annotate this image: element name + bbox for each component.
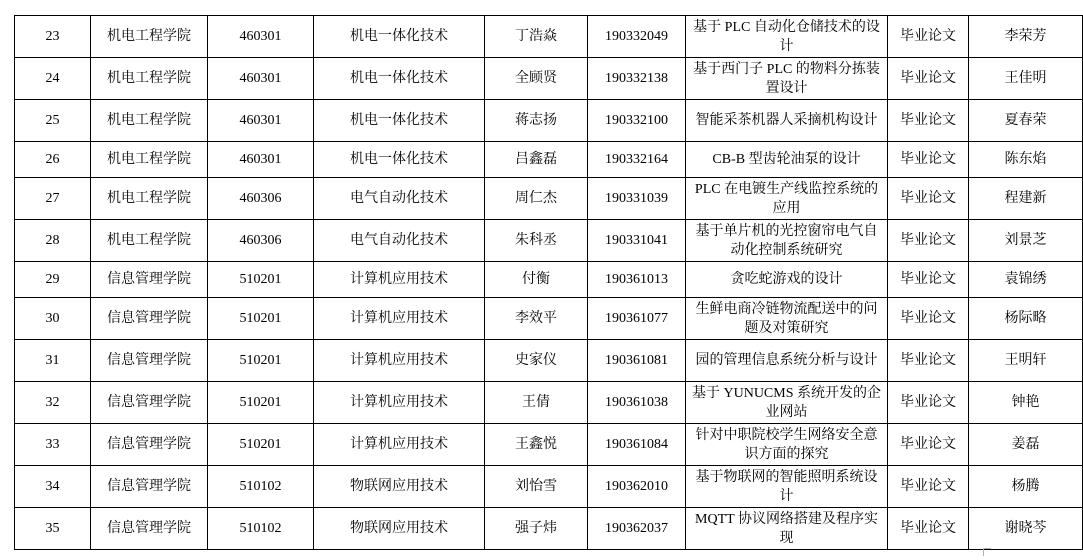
table-row: [15, 424, 1083, 466]
cell-major: 电气自动化技术: [314, 220, 485, 262]
cell-student-name: 王倩: [485, 382, 588, 424]
cell-row-number: 28: [15, 220, 91, 262]
cell-row-number: 24: [15, 58, 91, 100]
cell-advisor: 程建新: [969, 178, 1083, 220]
table-row: [15, 178, 1083, 220]
cell-college: 机电工程学院: [91, 58, 208, 100]
cell-thesis-title: MQTT 协议网络搭建及程序实现: [686, 508, 888, 550]
cell-row-number: 33: [15, 424, 91, 466]
cell-student-id: 190332164: [588, 142, 686, 178]
cell-major: 机电一体化技术: [314, 16, 485, 58]
cell-college: 信息管理学院: [91, 298, 208, 340]
cell-thesis-title: 生鲜电商冷链物流配送中的问题及对策研究: [686, 298, 888, 340]
cell-major-code: 510201: [208, 262, 314, 298]
cell-major-code: 510201: [208, 424, 314, 466]
cell-row-number: 26: [15, 142, 91, 178]
cell-college: 机电工程学院: [91, 16, 208, 58]
cell-row-number: 31: [15, 340, 91, 382]
table-row: [15, 220, 1083, 262]
cell-row-number: 30: [15, 298, 91, 340]
cell-thesis-title: 基于 YUNUCMS 系统开发的企业网站: [686, 382, 888, 424]
table-body: [15, 16, 1083, 550]
cell-row-number: 35: [15, 508, 91, 550]
table-row: [15, 298, 1083, 340]
cell-thesis-type: 毕业论文: [888, 100, 969, 142]
cell-student-name: 丁浩焱: [485, 16, 588, 58]
cell-student-name: 史家仪: [485, 340, 588, 382]
cell-row-number: 32: [15, 382, 91, 424]
cell-student-name: 付衡: [485, 262, 588, 298]
cell-major: 计算机应用技术: [314, 382, 485, 424]
cell-advisor: 袁锦绣: [969, 262, 1083, 298]
table-row: [15, 16, 1083, 58]
cell-row-number: 25: [15, 100, 91, 142]
cell-advisor: 杨腾: [969, 466, 1083, 508]
cell-major-code: 460301: [208, 16, 314, 58]
cell-major: 物联网应用技术: [314, 466, 485, 508]
cell-major-code: 460301: [208, 100, 314, 142]
cell-major-code: 460301: [208, 142, 314, 178]
cell-student-id: 190332049: [588, 16, 686, 58]
cell-college: 信息管理学院: [91, 508, 208, 550]
cell-college: 信息管理学院: [91, 424, 208, 466]
cell-college: 信息管理学院: [91, 262, 208, 298]
cell-student-name: 王鑫悦: [485, 424, 588, 466]
cell-thesis-title: 针对中职院校学生网络安全意识方面的探究: [686, 424, 888, 466]
cell-student-id: 190361077: [588, 298, 686, 340]
cell-student-name: 吕鑫磊: [485, 142, 588, 178]
cell-row-number: 23: [15, 16, 91, 58]
cell-thesis-title: CB-B 型齿轮油泵的设计: [686, 142, 888, 178]
cell-thesis-type: 毕业论文: [888, 262, 969, 298]
cell-advisor: 王明轩: [969, 340, 1083, 382]
cell-thesis-title: 基于 PLC 自动化仓储技术的设计: [686, 16, 888, 58]
cell-college: 机电工程学院: [91, 220, 208, 262]
cell-major-code: 460306: [208, 220, 314, 262]
cell-student-id: 190331039: [588, 178, 686, 220]
cell-student-id: 190361013: [588, 262, 686, 298]
cell-student-name: 周仁杰: [485, 178, 588, 220]
cell-major: 物联网应用技术: [314, 508, 485, 550]
table-row: [15, 382, 1083, 424]
cell-student-name: 强子炜: [485, 508, 588, 550]
cell-advisor: 钟艳: [969, 382, 1083, 424]
cell-thesis-type: 毕业论文: [888, 466, 969, 508]
cell-student-name: 李效平: [485, 298, 588, 340]
cell-advisor: 陈东焰: [969, 142, 1083, 178]
cell-college: 机电工程学院: [91, 100, 208, 142]
cell-thesis-title: PLC 在电镀生产线监控系统的应用: [686, 178, 888, 220]
cell-college: 信息管理学院: [91, 466, 208, 508]
cell-student-name: 刘怡雪: [485, 466, 588, 508]
cell-thesis-type: 毕业论文: [888, 508, 969, 550]
cell-row-number: 27: [15, 178, 91, 220]
cell-thesis-type: 毕业论文: [888, 382, 969, 424]
cell-student-id: 190361038: [588, 382, 686, 424]
cell-student-id: 190332100: [588, 100, 686, 142]
cell-college: 机电工程学院: [91, 178, 208, 220]
cell-thesis-type: 毕业论文: [888, 178, 969, 220]
table-row: [15, 142, 1083, 178]
page-corner-mark: [983, 548, 991, 556]
cell-major: 计算机应用技术: [314, 340, 485, 382]
cell-thesis-title: 贪吃蛇游戏的设计: [686, 262, 888, 298]
cell-major: 计算机应用技术: [314, 262, 485, 298]
cell-advisor: 刘景芝: [969, 220, 1083, 262]
cell-student-name: 朱科丞: [485, 220, 588, 262]
cell-student-name: 蒋志扬: [485, 100, 588, 142]
cell-row-number: 29: [15, 262, 91, 298]
cell-thesis-type: 毕业论文: [888, 424, 969, 466]
cell-thesis-type: 毕业论文: [888, 16, 969, 58]
thesis-assignment-table: [14, 15, 1083, 550]
cell-thesis-title: 基于西门子 PLC 的物料分拣装置设计: [686, 58, 888, 100]
cell-major-code: 460301: [208, 58, 314, 100]
cell-college: 信息管理学院: [91, 382, 208, 424]
cell-advisor: 李荣芳: [969, 16, 1083, 58]
cell-thesis-title: 智能采茶机器人采摘机构设计: [686, 100, 888, 142]
table-row: [15, 58, 1083, 100]
cell-major: 机电一体化技术: [314, 100, 485, 142]
cell-student-id: 190331041: [588, 220, 686, 262]
cell-advisor: 王佳明: [969, 58, 1083, 100]
cell-major-code: 510201: [208, 298, 314, 340]
cell-major: 计算机应用技术: [314, 424, 485, 466]
cell-major: 机电一体化技术: [314, 142, 485, 178]
cell-student-id: 190362037: [588, 508, 686, 550]
cell-student-id: 190361084: [588, 424, 686, 466]
cell-thesis-type: 毕业论文: [888, 340, 969, 382]
table-row: [15, 466, 1083, 508]
cell-major-code: 510102: [208, 466, 314, 508]
cell-advisor: 杨际略: [969, 298, 1083, 340]
table-row: [15, 340, 1083, 382]
cell-thesis-title: 基于单片机的光控窗帘电气自动化控制系统研究: [686, 220, 888, 262]
cell-student-id: 190362010: [588, 466, 686, 508]
cell-student-name: 全顾贤: [485, 58, 588, 100]
cell-thesis-type: 毕业论文: [888, 142, 969, 178]
cell-major-code: 460306: [208, 178, 314, 220]
cell-major-code: 510201: [208, 382, 314, 424]
cell-thesis-type: 毕业论文: [888, 58, 969, 100]
cell-student-id: 190332138: [588, 58, 686, 100]
cell-college: 机电工程学院: [91, 142, 208, 178]
cell-thesis-title: 基于物联网的智能照明系统设计: [686, 466, 888, 508]
cell-major: 计算机应用技术: [314, 298, 485, 340]
table-row: [15, 100, 1083, 142]
cell-advisor: 夏春荣: [969, 100, 1083, 142]
cell-row-number: 34: [15, 466, 91, 508]
cell-major-code: 510102: [208, 508, 314, 550]
cell-major: 机电一体化技术: [314, 58, 485, 100]
cell-thesis-type: 毕业论文: [888, 220, 969, 262]
cell-major: 电气自动化技术: [314, 178, 485, 220]
table-row: [15, 262, 1083, 298]
cell-advisor: 姜磊: [969, 424, 1083, 466]
cell-major-code: 510201: [208, 340, 314, 382]
cell-student-id: 190361081: [588, 340, 686, 382]
table-row: [15, 508, 1083, 550]
cell-thesis-type: 毕业论文: [888, 298, 969, 340]
cell-advisor: 谢晓芩: [969, 508, 1083, 550]
cell-college: 信息管理学院: [91, 340, 208, 382]
cell-thesis-title: 园的管理信息系统分析与设计: [686, 340, 888, 382]
